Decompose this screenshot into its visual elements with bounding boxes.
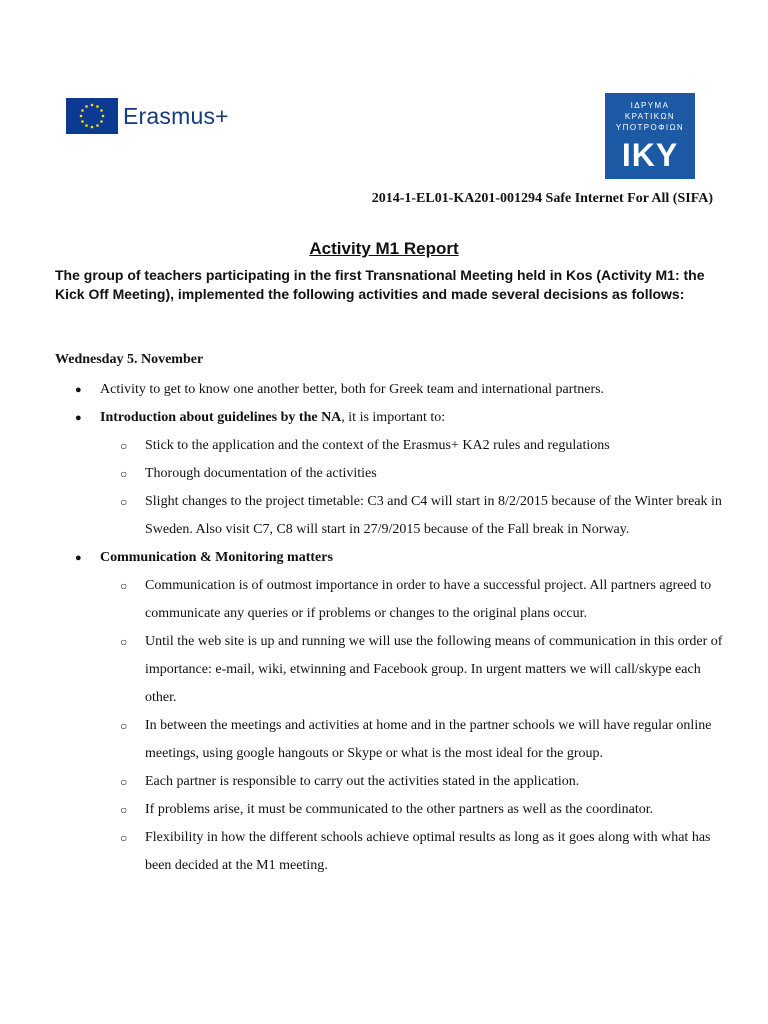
sub-list-item-text: Communication is of outmost importance in order to have a successful project. All partners agreed to communicate any queries or if problems or changes to the original plans occur. xyxy=(145,578,712,621)
circle-bullet-icon: ○ xyxy=(120,579,128,593)
list-item-text: , it is important to: xyxy=(341,410,446,425)
list-item-heading: Introduction about guidelines by the NA xyxy=(100,410,342,425)
circle-bullet-icon: ○ xyxy=(120,467,128,481)
erasmus-logo-text: Erasmus+ xyxy=(123,102,229,129)
list-item xyxy=(55,376,725,404)
eu-star-icon xyxy=(81,109,84,112)
sub-list-item xyxy=(55,572,725,628)
sub-list-item-text: Each partner is responsible to carry out the activities stated in the application. xyxy=(145,774,580,789)
sub-list-item xyxy=(55,768,725,796)
sub-list-item xyxy=(55,824,725,880)
circle-bullet-icon: ○ xyxy=(120,495,128,509)
eu-star-icon xyxy=(91,126,94,129)
circle-bullet-icon: ○ xyxy=(120,635,128,649)
page-title: Activity M1 Report xyxy=(309,239,459,258)
circle-bullet-icon: ○ xyxy=(120,803,128,817)
sub-list-item xyxy=(55,432,725,460)
activity-list xyxy=(55,376,725,880)
eu-star-icon xyxy=(91,104,94,107)
eu-star-icon xyxy=(80,115,83,118)
intro-paragraph: The group of teachers participating in the first Transnational Meeting held in Kos (Activity M1: the Kick Off Meeting), implemented the following activities and made several decisions as follows: xyxy=(55,267,705,302)
list-item xyxy=(55,544,725,572)
iky-logo-acronym: IKY xyxy=(621,137,679,173)
iky-logo-line: ΥΠΟΤΡΟΦΙΩΝ xyxy=(615,123,685,132)
circle-bullet-icon: ○ xyxy=(120,831,128,845)
sub-list-item xyxy=(55,460,725,488)
eu-star-icon xyxy=(85,124,88,127)
circle-bullet-icon: ○ xyxy=(120,775,128,789)
sub-list-item xyxy=(55,712,725,768)
sub-list-item-text: Until the web site is up and running we will use the following means of communication in this order of importance: e-mail, wiki, etwinning and Facebook group. In urgent matters we will call/skype each other. xyxy=(145,634,723,705)
sub-list-item-text: Stick to the application and the context of the Erasmus+ KA2 rules and regulations xyxy=(145,438,610,453)
bullet-icon: ● xyxy=(75,552,82,564)
sub-list-item xyxy=(55,796,725,824)
project-reference: 2014-1-EL01-KA201-001294 Safe Internet For All (SIFA) xyxy=(371,191,713,206)
sub-list-item xyxy=(55,488,725,544)
list-item-text: Activity to get to know one another better, both for Greek team and international partners. xyxy=(100,382,605,397)
eu-star-icon xyxy=(85,105,88,108)
eu-star-icon xyxy=(100,120,103,123)
erasmus-logo xyxy=(66,97,229,135)
list-item xyxy=(55,404,725,432)
sub-list-item-text: Slight changes to the project timetable: C3 and C4 will start in 8/2/2015 because of the Winter break in Sweden. Also visit C7, C8 will start in 27/9/2015 because of the Fall break in Norway. xyxy=(145,494,722,537)
eu-star-icon xyxy=(100,109,103,112)
eu-star-icon xyxy=(96,105,99,108)
iky-logo-line: ΙΔΡΥΜΑ xyxy=(630,101,670,110)
sub-list-item-text: If problems arise, it must be communicated to the other partners as well as the coordinator. xyxy=(145,802,654,817)
bullet-icon: ● xyxy=(75,412,82,424)
eu-star-icon xyxy=(102,115,105,118)
iky-logo xyxy=(605,93,695,179)
list-item-heading: Communication & Monitoring matters xyxy=(100,550,333,565)
day-heading: Wednesday 5. November xyxy=(55,352,204,367)
eu-star-icon xyxy=(81,120,84,123)
eu-flag-icon xyxy=(66,98,118,134)
sub-list-item-text: Thorough documentation of the activities xyxy=(145,466,377,481)
iky-logo-line: ΚΡΑΤΙΚΩΝ xyxy=(624,112,676,121)
sub-list-item-text: In between the meetings and activities at home and in the partner schools we will have regular online meetings, using google hangouts or Skype or what is the most ideal for the group. xyxy=(145,718,712,761)
sub-list-item xyxy=(55,628,725,712)
circle-bullet-icon: ○ xyxy=(120,439,128,453)
bullet-icon: ● xyxy=(75,384,82,396)
eu-star-icon xyxy=(96,124,99,127)
sub-list-item-text: Flexibility in how the different schools achieve optimal results as long as it goes along with what has been decided at the M1 meeting. xyxy=(145,830,711,873)
circle-bullet-icon: ○ xyxy=(120,719,128,733)
